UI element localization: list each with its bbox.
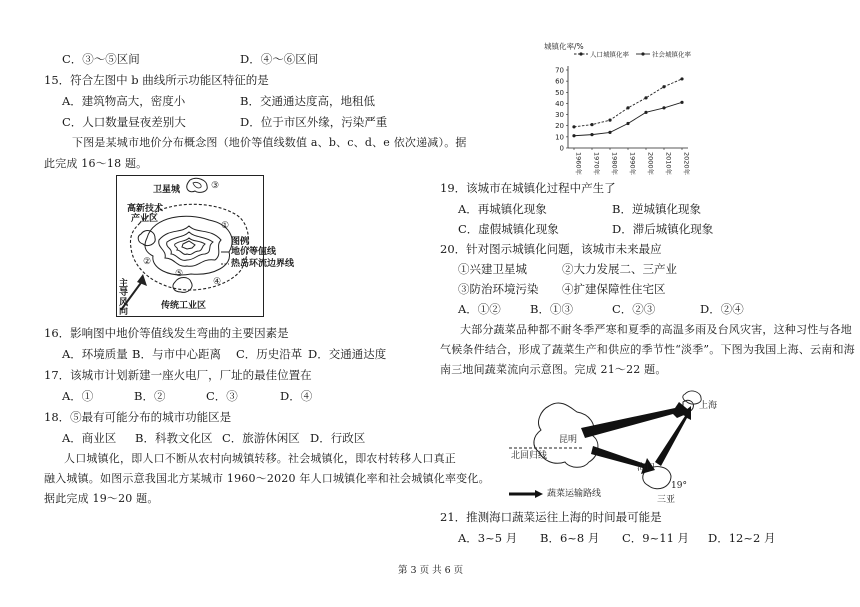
q21-option-a: A．3~5 月 <box>458 531 518 545</box>
contour-c <box>167 232 213 260</box>
chart-x-ticks <box>574 148 692 176</box>
legend-title: 图例 <box>231 237 250 247</box>
q17-option-a: A．① <box>62 389 94 403</box>
intro-21-22-line3: 南三地间蔬菜流向示意图。完成 21～22 题。 <box>440 363 667 376</box>
y-tick-label: 70 <box>555 66 564 75</box>
q19-option-d: D．滞后城镇化现象 <box>612 222 714 236</box>
page-footer: 第 3 页 共 6 页 <box>398 565 464 576</box>
q16-option-d: D．交通通达度 <box>308 347 387 361</box>
point-population <box>572 125 575 128</box>
point-population <box>662 85 665 88</box>
q17-stem: 17．该城市计划新建一座火电厂，厂址的最佳位置在 <box>44 368 312 382</box>
point-social <box>590 133 593 136</box>
q18-option-d: D．行政区 <box>310 431 366 445</box>
satellite-city-shape <box>187 178 207 192</box>
marker-4: ④ <box>213 277 222 287</box>
q20-stem: 20．针对图示城镇化问题，该城市未来最应 <box>440 242 662 256</box>
x-tick-label: 2000年 <box>646 152 655 176</box>
q19-option-c: C．虚假城镇化现象 <box>458 222 559 236</box>
point-social <box>572 134 575 137</box>
marker-5: ⑤ <box>175 269 184 279</box>
q15-stem: 15．符合左图中 b 曲线所示功能区特征的是 <box>44 73 269 87</box>
point-population <box>590 123 593 126</box>
legend-label: 社会城镇化率 <box>652 50 691 59</box>
q18-option-b: B．科教文化区 <box>135 431 213 445</box>
urbanization-chart <box>538 40 698 180</box>
legend-vegetable-route: 蔬菜运输路线 <box>547 489 602 499</box>
legend-land-price: 地价等值线 <box>231 247 277 257</box>
q15-option-c: C．人口数量昼夜差别大 <box>62 115 186 129</box>
legend-marker <box>641 52 644 55</box>
marker-1: ① <box>221 221 230 231</box>
y-tick-label: 20 <box>555 122 564 131</box>
label-satellite-city: 卫星城 <box>153 185 181 195</box>
q20-statement-4: ④扩建保障性住宅区 <box>562 282 666 296</box>
vegetable-flow-map <box>505 384 740 509</box>
q19-option-a: A．再城镇化现象 <box>458 202 547 216</box>
q20-statement-2: ②大力发展二、三产业 <box>562 262 677 276</box>
land-price-map <box>116 175 295 318</box>
q15-option-b: B．交通通达度高，地租低 <box>240 94 375 108</box>
q17-option-b: B．② <box>134 389 166 403</box>
q18-option-c: C．旅游休闲区 <box>222 431 300 445</box>
intro-21-22-line1: 大部分蔬菜品种都不耐冬季严寒和夏季的高温多雨及台风灾害，这种习性与各地 <box>460 323 852 336</box>
q17-option-c: C．③ <box>206 389 238 403</box>
q17-option-d: D．④ <box>280 389 313 403</box>
q20-option-a: A．①② <box>458 302 501 316</box>
chart-y-ticks <box>555 67 568 153</box>
q20-statement-1: ①兴建卫星城 <box>458 262 527 276</box>
point-population <box>626 106 629 109</box>
q21-option-b: B．6~8 月 <box>540 531 600 545</box>
point-social <box>608 131 611 134</box>
x-tick-label: 1990年 <box>628 152 637 176</box>
x-tick-label: 1970年 <box>592 152 601 176</box>
y-tick-label: 40 <box>555 99 564 108</box>
contour-b <box>175 238 205 254</box>
intro-19-20-line1: 人口城镇化，即人口不断从农村向城镇转移。社会城镇化，即农村转移人口真正 <box>64 452 456 465</box>
label-wind-direction: 主导风向 <box>119 279 129 318</box>
q14-option-c: C．③～⑤区间 <box>62 52 140 66</box>
q18-option-a: A．商业区 <box>62 431 117 445</box>
chart-series <box>572 77 683 137</box>
y-tick-label: 30 <box>555 111 564 120</box>
point-population <box>680 77 683 80</box>
q20-option-b: B．①③ <box>530 302 573 316</box>
q14-option-d: D．④～⑥区间 <box>240 52 319 66</box>
chart-ylabel: 城镇化率/% <box>544 42 584 51</box>
point-population <box>608 119 611 122</box>
label-latitude: 19° <box>671 481 687 491</box>
y-tick-label: 50 <box>555 88 564 97</box>
q16-option-a: A．环境质量 <box>62 347 128 361</box>
q19-option-b: B．逆城镇化现象 <box>612 202 701 216</box>
q21-stem: 21．推测海口蔬菜运往上海的时间最可能是 <box>440 510 662 524</box>
traditional-industry-shape <box>173 278 192 293</box>
q15-option-a: A．建筑物高大，密度小 <box>62 94 186 108</box>
x-tick-label: 2020年 <box>682 152 691 176</box>
y-tick-label: 10 <box>555 133 564 142</box>
intro-21-22-line2: 气候条件结合，形成了蔬菜生产和供应的季节性“淡季”。下图为我国上海、云南和海 <box>440 343 855 356</box>
series-line-population <box>574 79 682 127</box>
chart-legend <box>574 50 692 59</box>
point-social <box>662 106 665 109</box>
marker-2: ② <box>143 257 152 267</box>
contour-a <box>182 241 195 249</box>
point-social <box>644 111 647 114</box>
x-tick-label: 1980年 <box>610 152 619 176</box>
q16-option-c: C．历史沿革 <box>236 347 303 361</box>
label-shanghai: 上海 <box>699 401 718 411</box>
q21-option-c: C．9~11 月 <box>622 531 690 545</box>
y-tick-label: 0 <box>559 144 564 153</box>
q16-option-b: B．与市中心距离 <box>132 347 221 361</box>
q20-option-c: C．②③ <box>612 302 656 316</box>
legend-marker <box>579 52 582 55</box>
label-sanya: 三亚 <box>657 495 676 505</box>
legend-label: 人口城镇化率 <box>590 50 629 59</box>
point-social <box>626 122 629 125</box>
y-tick-label: 60 <box>555 77 564 86</box>
intro-19-20-line3: 据此完成 19～20 题。 <box>44 492 159 505</box>
q18-stem: 18．⑤最有可能分布的城市功能区是 <box>44 410 232 424</box>
label-tropic: 北回归线 <box>511 451 548 461</box>
legend-arrow <box>509 490 543 498</box>
label-hightech-1: 高新技术 <box>127 204 164 214</box>
x-tick-label: 2010年 <box>664 152 673 176</box>
intro-16-18-line1: 下图是某城市地价分布概念图（地价等值线数值 a、b、c、d、e 依次递减）。据 <box>72 136 467 149</box>
x-tick-label: 1960年 <box>574 152 583 176</box>
legend-heat-island: 热岛环流边界线 <box>231 259 295 269</box>
point-social <box>680 101 683 104</box>
marker-3: ③ <box>211 181 220 191</box>
point-population <box>644 96 647 99</box>
q21-option-d: D．12~2 月 <box>708 531 776 545</box>
label-traditional-industry: 传统工业区 <box>161 301 207 311</box>
intro-16-18-line2: 此完成 16～18 题。 <box>44 157 148 170</box>
label-kunming: 昆明 <box>559 435 578 445</box>
q20-statement-3: ③防治环境污染 <box>458 282 539 296</box>
label-haikou: 海口 <box>637 463 656 473</box>
intro-19-20-line2: 融入城镇。如图示意我国北方某城市 1960～2020 年人口城镇化率和社会城镇化率变化。 <box>44 472 490 485</box>
q15-option-d: D．位于市区外缘，污染严重 <box>240 115 388 129</box>
q20-option-d: D．②④ <box>700 302 744 316</box>
q16-stem: 16．影响图中地价等值线发生弯曲的主要因素是 <box>44 326 289 340</box>
label-hightech-2: 产业区 <box>131 214 159 224</box>
q19-stem: 19．该城市在城镇化过程中产生了 <box>440 181 616 195</box>
